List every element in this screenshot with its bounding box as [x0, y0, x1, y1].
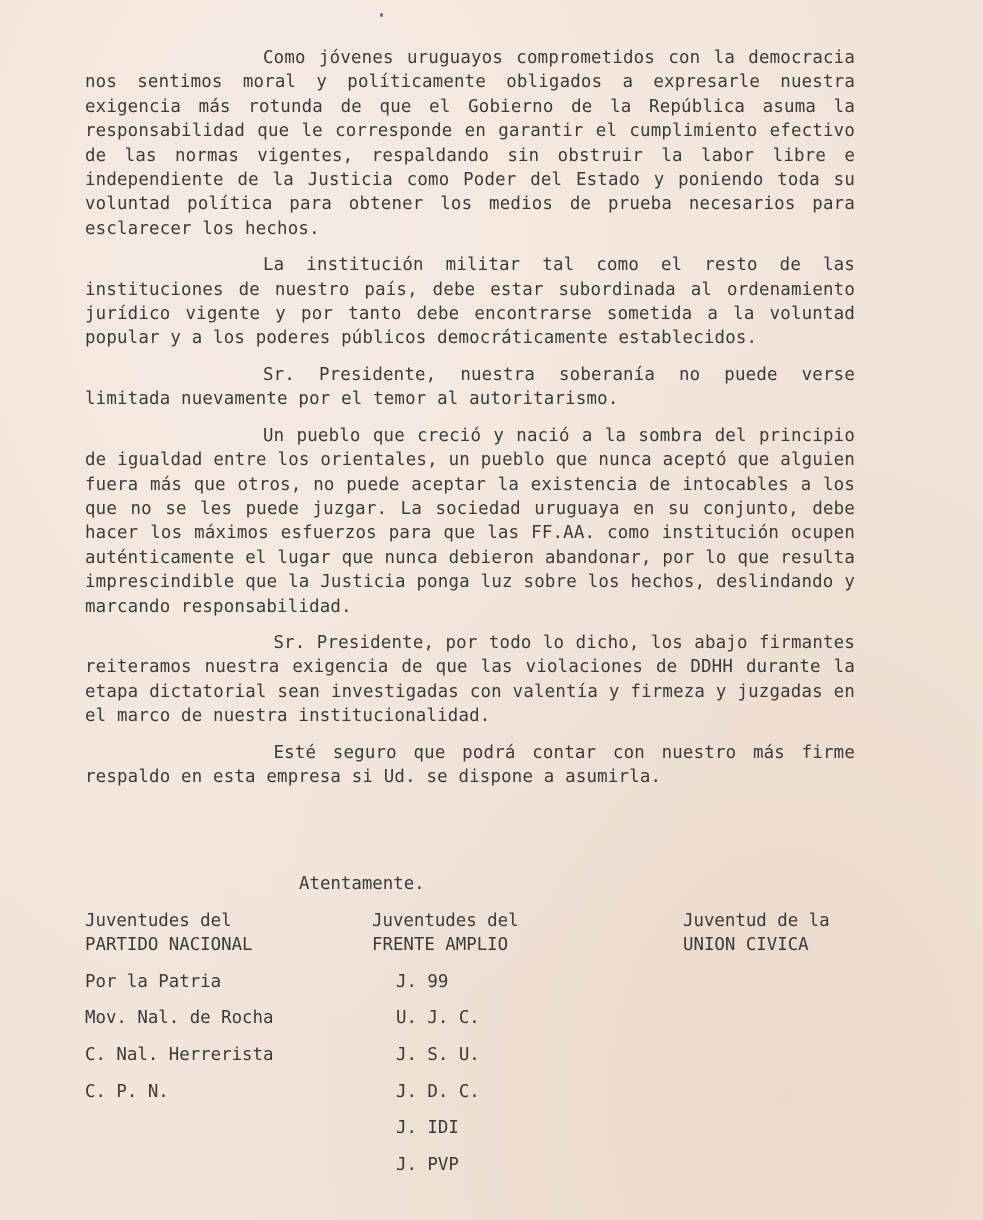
signatory-frente-amplio — [372, 909, 519, 1189]
letter-body — [85, 46, 855, 801]
list-item: J. IDI — [396, 1118, 459, 1139]
heading-line-2: FRENTE AMPLIO — [372, 935, 509, 956]
list-item: U. J. C. — [396, 1008, 480, 1029]
paragraph-4: Un pueblo que creció y nació a la sombra del principio de igualdad entre los orientales, un pueblo que nunca aceptó que alguien fuera más que otros, no puede aceptar la existencia de intocables a los que no se les puede juzgar. La sociedad uruguaya en su conjunto, debe hacer los máximos esfuerzos para que las FF.AA. como institución ocupen auténticamente el lugar que nunca debieron abandonar, por lo que resulta imprescindible que la Justicia ponga luz sobre los hechos, deslindando y marcando responsabilidad. — [85, 425, 855, 617]
list-item: C. P. N. — [85, 1081, 169, 1102]
heading-line-1: Juventud de la — [683, 911, 830, 931]
list-item: Por la Patria — [85, 971, 222, 992]
heading-line-2: PARTIDO NACIONAL — [85, 935, 253, 956]
closing-salutation: Atentamente. — [299, 874, 425, 894]
list-item: J. S. U. — [396, 1045, 480, 1065]
paragraph-5: Sr. Presidente, por todo lo dicho, los abajo firmantes reiteramos nuestra exigencia de que las violaciones de DDHH durante la etapa dictatorial sean investigadas con valentía y firmeza y juzgadas en el marco de nuestra institucionalidad. — [85, 632, 855, 727]
heading-line-1: Juventudes del — [85, 911, 232, 931]
member-list — [396, 970, 519, 1190]
paragraph-6: Esté seguro que podrá contar con nuestro más firme respaldo en esta empresa si Ud. se dispone a asumirla. — [85, 742, 855, 787]
list-item: J. 99 — [396, 971, 449, 992]
list-item: J. PVP — [396, 1154, 459, 1175]
paragraph-1: Como jóvenes uruguayos comprometidos con la democracia nos sentimos moral y políticamente obligados a expresarle nuestra exigencia más rotunda de que el Gobierno de la República asuma la responsabilidad que le corresponde en garantir el cumplimiento efectivo de las normas vigentes, respaldando sin obstruir la labor libre e independiente de la Justicia como Poder del Estado y poniendo toda su voluntad política para obtener los medios de prueba necesarios para esclarecer los hechos. — [85, 48, 855, 239]
list-item: J. D. C. — [396, 1081, 480, 1102]
signatory-heading — [372, 909, 519, 958]
signatory-partido-nacional — [85, 909, 273, 1116]
heading-line-1: Juventudes del — [372, 911, 519, 931]
signatory-heading — [683, 909, 830, 958]
member-list — [85, 970, 273, 1116]
ink-speck — [380, 13, 383, 17]
heading-line-2: UNION CIVICA — [683, 935, 809, 956]
list-item: Mov. Nal. de Rocha — [85, 1008, 274, 1029]
list-item: C. Nal. Herrerista — [85, 1045, 274, 1065]
signatory-union-civica — [683, 909, 830, 958]
paragraph-2: La institución militar tal como el resto de las instituciones de nuestro país, debe estar subordinada al ordenamiento jurídico vigente y por tanto debe encontrarse sometida a la voluntad popular y a los poderes públicos democráticamente establecidos. — [85, 255, 855, 349]
signatory-heading — [85, 909, 273, 958]
paragraph-3: Sr. Presidente, nuestra soberanía no puede verse limitada nuevamente por el temor al autoritarismo. — [85, 364, 855, 410]
